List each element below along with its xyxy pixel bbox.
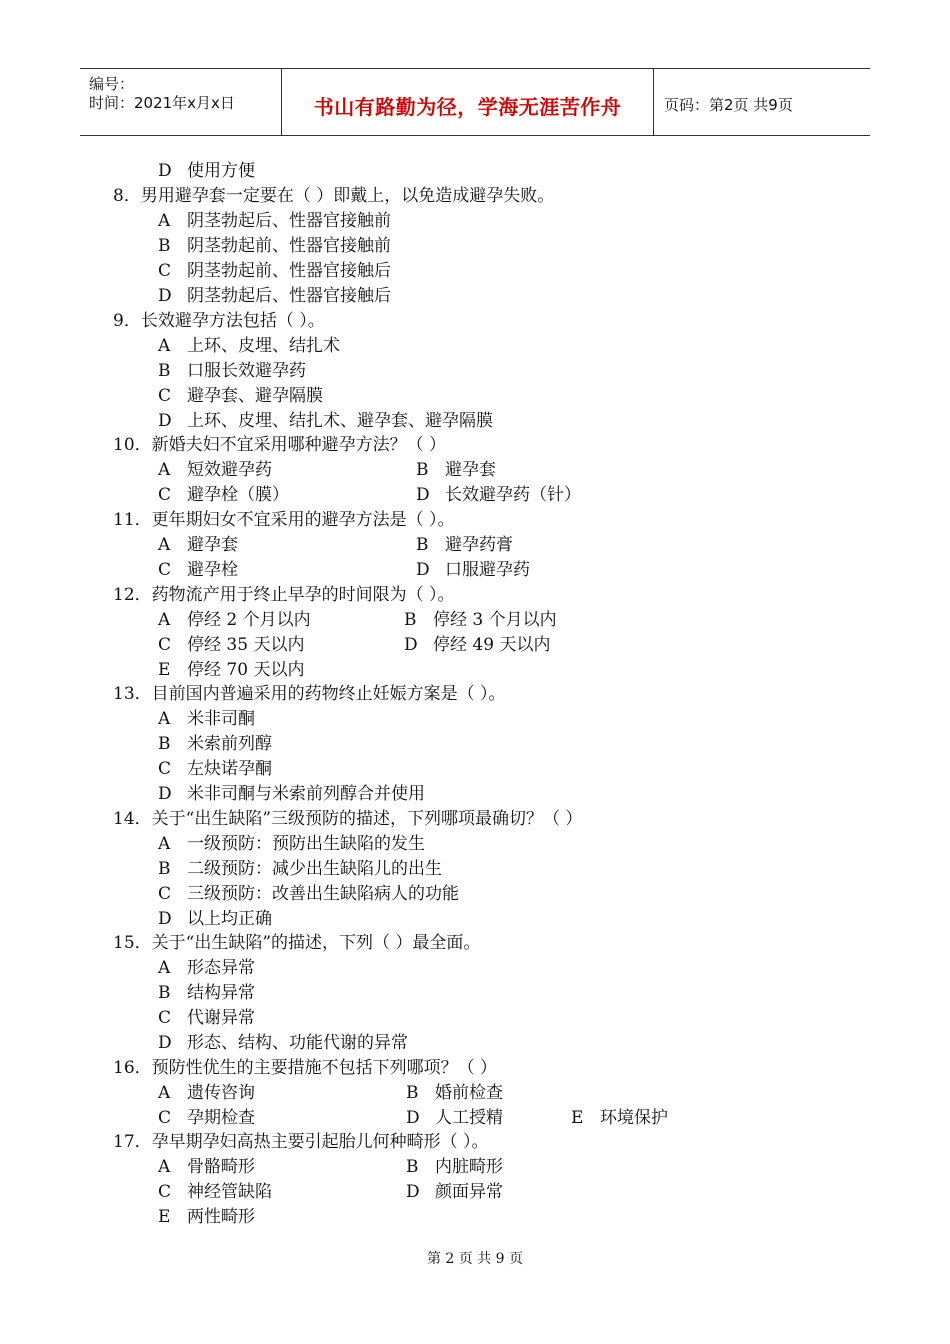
question-13: 13．目前国内普遍采用的药物终止妊娠方案是（ ）。 bbox=[113, 684, 506, 704]
option-letter: D bbox=[406, 1108, 420, 1128]
option-row bbox=[158, 857, 442, 882]
option-row bbox=[158, 234, 391, 259]
option-letter: A bbox=[158, 958, 171, 978]
option-letter: B bbox=[416, 460, 429, 480]
option-row bbox=[158, 409, 493, 434]
option-row bbox=[158, 1180, 678, 1205]
option-text: 停经 3 个月以内 bbox=[433, 610, 557, 630]
option-row bbox=[158, 334, 340, 359]
option-letter: E bbox=[158, 1207, 171, 1227]
question-8: 8．男用避孕套一定要在（ ）即戴上，以免造成避孕失败。 bbox=[113, 186, 555, 206]
option-text: 米非司酮与米索前列醇合并使用 bbox=[187, 784, 425, 804]
option-text: 阴茎勃起前、性器官接触前 bbox=[187, 236, 391, 256]
option-text: 婚前检查 bbox=[435, 1083, 503, 1103]
option-row bbox=[158, 882, 459, 907]
option-letter: A bbox=[158, 1083, 171, 1103]
option-row bbox=[158, 259, 391, 284]
question-14: 14．关于“出生缺陷”三级预防的描述，下列哪项最确切？（ ） bbox=[113, 809, 583, 829]
option-text: 环境保护 bbox=[600, 1108, 668, 1128]
option-text: 以上均正确 bbox=[187, 909, 272, 929]
option-letter: C bbox=[158, 261, 172, 281]
option-text: 形态异常 bbox=[187, 958, 255, 978]
option-text: 避孕套 bbox=[445, 460, 496, 480]
option-letter: B bbox=[158, 361, 171, 381]
option-letter: D bbox=[158, 1033, 172, 1053]
option-letter: D bbox=[158, 909, 172, 929]
option-letter: B bbox=[158, 734, 171, 754]
option-text: 避孕药膏 bbox=[445, 535, 513, 555]
option-row bbox=[158, 558, 658, 583]
option-row bbox=[158, 633, 658, 658]
option-letter: C bbox=[158, 635, 172, 655]
option-letter: D bbox=[416, 485, 430, 505]
option-letter: A bbox=[158, 336, 171, 356]
option-row bbox=[158, 159, 255, 184]
option-letter: B bbox=[158, 859, 171, 879]
option-row bbox=[158, 832, 425, 857]
option-row bbox=[158, 533, 658, 558]
option-row bbox=[158, 1155, 678, 1180]
option-row bbox=[158, 757, 272, 782]
option-letter: A bbox=[158, 709, 171, 729]
header-center-cell bbox=[282, 69, 654, 135]
question-12: 12．药物流产用于终止早孕的时间限为（ ）。 bbox=[113, 585, 455, 605]
option-letter: D bbox=[158, 286, 172, 306]
option-row bbox=[158, 608, 658, 633]
option-letter: C bbox=[158, 560, 172, 580]
option-text: 结构异常 bbox=[187, 983, 255, 1003]
code-label: 编号： bbox=[89, 75, 135, 93]
option-letter: D bbox=[404, 635, 418, 655]
date-label: 时间：2021年x月x日 bbox=[89, 94, 235, 112]
option-letter: C bbox=[158, 884, 172, 904]
header-left-cell bbox=[80, 69, 282, 135]
question-15: 15．关于“出生缺陷”的描述，下列（ ）最全面。 bbox=[113, 933, 481, 953]
option-text: 骨骼畸形 bbox=[187, 1157, 255, 1177]
option-letter: C bbox=[158, 1182, 172, 1202]
option-text: 两性畸形 bbox=[187, 1207, 255, 1227]
option-letter: D bbox=[416, 560, 430, 580]
option-letter: C bbox=[158, 1008, 172, 1028]
option-text: 左炔诺孕酮 bbox=[187, 759, 272, 779]
option-text: 代谢异常 bbox=[187, 1008, 255, 1028]
option-text: 短效避孕药 bbox=[187, 460, 272, 480]
option-letter: A bbox=[158, 211, 171, 231]
document-header bbox=[80, 68, 870, 136]
option-text: 阴茎勃起后、性器官接触前 bbox=[187, 211, 391, 231]
option-text: 遗传咨询 bbox=[187, 1083, 255, 1103]
option-text: 避孕栓 bbox=[187, 560, 238, 580]
option-text: 米索前列醇 bbox=[187, 734, 272, 754]
option-text: 人工授精 bbox=[435, 1108, 503, 1128]
option-row bbox=[158, 1205, 255, 1230]
option-row bbox=[158, 956, 255, 981]
option-text: 避孕套 bbox=[187, 535, 238, 555]
option-row bbox=[158, 1106, 718, 1131]
option-letter: B bbox=[404, 610, 417, 630]
header-right-cell bbox=[654, 69, 870, 135]
option-letter: D bbox=[158, 161, 172, 181]
option-row bbox=[158, 782, 425, 807]
option-text: 长效避孕药（针） bbox=[445, 485, 581, 505]
option-letter: C bbox=[158, 759, 172, 779]
option-text: 停经 35 天以内 bbox=[187, 635, 305, 655]
option-text: 内脏畸形 bbox=[435, 1157, 503, 1177]
option-letter: A bbox=[158, 834, 171, 854]
option-text: 使用方便 bbox=[187, 161, 255, 181]
option-letter: D bbox=[406, 1182, 420, 1202]
option-letter: C bbox=[158, 386, 172, 406]
option-row bbox=[158, 658, 304, 683]
option-row bbox=[158, 359, 306, 384]
option-letter: A bbox=[158, 460, 171, 480]
option-letter: A bbox=[158, 1157, 171, 1177]
option-row bbox=[158, 981, 255, 1006]
option-row bbox=[158, 732, 272, 757]
option-text: 上环、皮埋、结扎术 bbox=[187, 336, 340, 356]
option-text: 二级预防：减少出生缺陷儿的出生 bbox=[187, 859, 442, 879]
motto: 书山有路勤为径，学海无涯苦作舟 bbox=[313, 95, 622, 119]
question-9: 9．长效避孕方法包括（ ）。 bbox=[113, 311, 325, 331]
option-letter: B bbox=[158, 236, 171, 256]
option-letter: B bbox=[406, 1083, 419, 1103]
option-text: 一级预防：预防出生缺陷的发生 bbox=[187, 834, 425, 854]
option-text: 停经 70 天以内 bbox=[187, 660, 305, 680]
option-row bbox=[158, 1031, 408, 1056]
option-text: 神经管缺陷 bbox=[187, 1182, 272, 1202]
option-text: 三级预防：改善出生缺陷病人的功能 bbox=[187, 884, 459, 904]
question-16: 16．预防性优生的主要措施不包括下列哪项？（ ） bbox=[113, 1058, 498, 1078]
option-text: 阴茎勃起后、性器官接触后 bbox=[187, 286, 391, 306]
option-letter: E bbox=[158, 660, 171, 680]
option-letter: C bbox=[158, 485, 172, 505]
option-letter: A bbox=[158, 535, 171, 555]
option-text: 形态、结构、功能代谢的异常 bbox=[187, 1033, 408, 1053]
option-text: 口服长效避孕药 bbox=[187, 361, 306, 381]
option-row bbox=[158, 1081, 678, 1106]
option-letter: A bbox=[158, 610, 171, 630]
option-letter: B bbox=[158, 983, 171, 1003]
question-10: 10．新婚夫妇不宜采用哪种避孕方法？（ ） bbox=[113, 435, 447, 455]
option-letter: C bbox=[158, 1108, 172, 1128]
option-row bbox=[158, 707, 255, 732]
option-row bbox=[158, 907, 272, 932]
option-text: 米非司酮 bbox=[187, 709, 255, 729]
page-info: 页码：第2页 共9页 bbox=[664, 96, 793, 114]
option-row bbox=[158, 384, 323, 409]
option-row bbox=[158, 284, 391, 309]
option-letter: B bbox=[406, 1157, 419, 1177]
option-text: 口服避孕药 bbox=[445, 560, 530, 580]
page-footer: 第 2 页 共 9 页 bbox=[426, 1251, 524, 1267]
option-letter: D bbox=[158, 411, 172, 431]
option-letter: E bbox=[571, 1108, 584, 1128]
option-letter: D bbox=[158, 784, 172, 804]
option-text: 颜面异常 bbox=[435, 1182, 503, 1202]
option-text: 避孕栓（膜） bbox=[187, 485, 289, 505]
question-17: 17．孕早期孕妇高热主要引起胎儿何种畸形（ ）。 bbox=[113, 1132, 489, 1152]
option-text: 上环、皮埋、结扎术、避孕套、避孕隔膜 bbox=[187, 411, 493, 431]
question-11: 11．更年期妇女不宜采用的避孕方法是（ ）。 bbox=[113, 510, 455, 530]
option-text: 停经 2 个月以内 bbox=[187, 610, 311, 630]
option-row bbox=[158, 1006, 255, 1031]
option-letter: B bbox=[416, 535, 429, 555]
option-text: 阴茎勃起前、性器官接触后 bbox=[187, 261, 391, 281]
option-text: 避孕套、避孕隔膜 bbox=[187, 386, 323, 406]
option-text: 孕期检查 bbox=[187, 1108, 255, 1128]
option-row bbox=[158, 458, 658, 483]
option-row bbox=[158, 209, 391, 234]
option-row bbox=[158, 483, 658, 508]
option-text: 停经 49 天以内 bbox=[433, 635, 551, 655]
